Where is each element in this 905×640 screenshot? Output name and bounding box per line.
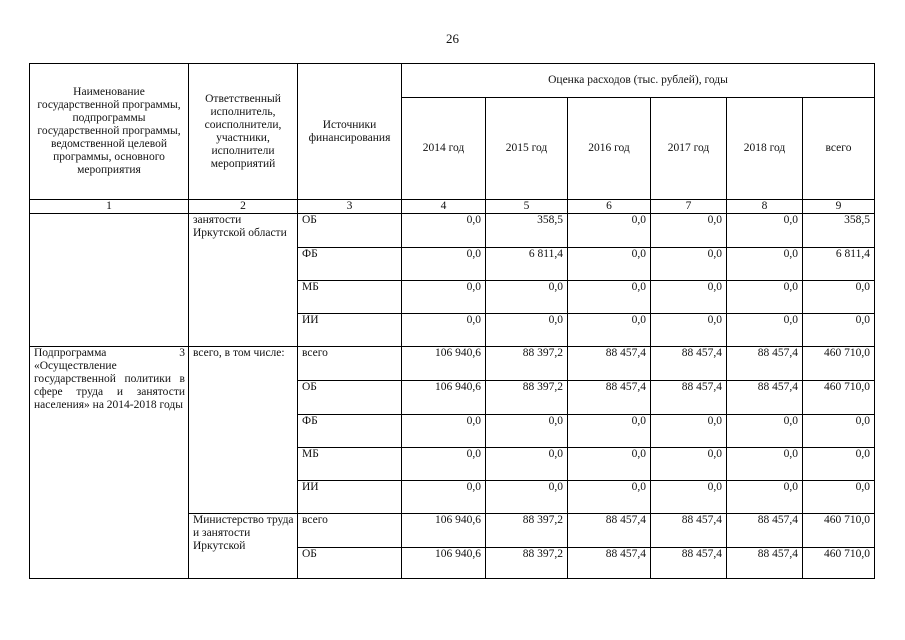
value-cell: 0,0 xyxy=(402,448,486,481)
value-cell: 0,0 xyxy=(651,248,727,281)
value-cell: 0,0 xyxy=(568,314,651,347)
value-cell: 88 397,2 xyxy=(486,548,568,579)
source-cell: ФБ xyxy=(298,248,402,281)
value-cell: 88 457,4 xyxy=(727,514,803,548)
value-cell: 0,0 xyxy=(803,415,875,448)
source-cell: ОБ xyxy=(298,214,402,248)
value-cell: 0,0 xyxy=(402,214,486,248)
source-cell: всего xyxy=(298,514,402,548)
value-cell: 0,0 xyxy=(568,214,651,248)
value-cell: 358,5 xyxy=(486,214,568,248)
column-number: 6 xyxy=(568,200,651,214)
value-cell: 0,0 xyxy=(486,481,568,514)
value-cell: 88 457,4 xyxy=(568,347,651,381)
value-cell: 0,0 xyxy=(727,481,803,514)
value-cell: 106 940,6 xyxy=(402,514,486,548)
table-row xyxy=(30,214,875,248)
value-cell: 106 940,6 xyxy=(402,381,486,415)
source-cell: МБ xyxy=(298,281,402,314)
value-cell: 0,0 xyxy=(651,481,727,514)
program-name-cell xyxy=(30,214,189,347)
value-cell: 0,0 xyxy=(402,281,486,314)
header-cost-estimate: Оценка расходов (тыс. рублей), годы xyxy=(402,64,875,98)
column-number: 9 xyxy=(803,200,875,214)
header-year-2018: 2018 год xyxy=(727,98,803,200)
value-cell: 88 397,2 xyxy=(486,347,568,381)
value-cell: 88 457,4 xyxy=(651,381,727,415)
value-cell: 0,0 xyxy=(568,281,651,314)
value-cell: 0,0 xyxy=(486,314,568,347)
column-number: 5 xyxy=(486,200,568,214)
value-cell: 88 457,4 xyxy=(568,548,651,579)
value-cell: 0,0 xyxy=(568,248,651,281)
value-cell: 0,0 xyxy=(486,281,568,314)
program-title-first-line xyxy=(34,347,185,360)
value-cell: 0,0 xyxy=(568,448,651,481)
value-cell: 88 457,4 xyxy=(651,548,727,579)
value-cell: 88 457,4 xyxy=(568,514,651,548)
value-cell: 88 457,4 xyxy=(651,514,727,548)
source-cell: ИИ xyxy=(298,481,402,514)
value-cell: 106 940,6 xyxy=(402,548,486,579)
value-cell: 0,0 xyxy=(803,281,875,314)
column-number: 3 xyxy=(298,200,402,214)
value-cell: 0,0 xyxy=(651,448,727,481)
column-numbers-row xyxy=(30,200,875,214)
value-cell: 0,0 xyxy=(402,415,486,448)
source-cell: всего xyxy=(298,347,402,381)
value-cell: 88 457,4 xyxy=(727,381,803,415)
column-number: 8 xyxy=(727,200,803,214)
executor-cell: всего, в том числе: xyxy=(189,347,298,514)
value-cell: 88 457,4 xyxy=(727,347,803,381)
value-cell: 88 397,2 xyxy=(486,514,568,548)
value-cell: 88 457,4 xyxy=(568,381,651,415)
program-word: Подпрограмма xyxy=(34,347,107,359)
value-cell: 88 397,2 xyxy=(486,381,568,415)
value-cell: 6 811,4 xyxy=(803,248,875,281)
column-number: 4 xyxy=(402,200,486,214)
column-number: 7 xyxy=(651,200,727,214)
value-cell: 0,0 xyxy=(651,415,727,448)
value-cell: 6 811,4 xyxy=(486,248,568,281)
value-cell: 460 710,0 xyxy=(803,381,875,415)
value-cell: 0,0 xyxy=(486,415,568,448)
header-executor: Ответственный исполнитель, соисполнители, участники, исполнители мероприятий xyxy=(189,64,298,200)
value-cell: 0,0 xyxy=(402,314,486,347)
header-year-2014: 2014 год xyxy=(402,98,486,200)
header-program-name: Наименование государственной программы, подпрограммы государственной программы, ведомственной целевой программы, основного мероприятия xyxy=(30,64,189,200)
value-cell: 460 710,0 xyxy=(803,548,875,579)
source-cell: МБ xyxy=(298,448,402,481)
value-cell: 358,5 xyxy=(803,214,875,248)
value-cell: 0,0 xyxy=(803,448,875,481)
source-cell: ОБ xyxy=(298,548,402,579)
header-year-2016: 2016 год xyxy=(568,98,651,200)
header-total: всего xyxy=(803,98,875,200)
source-cell: ИИ xyxy=(298,314,402,347)
value-cell: 88 457,4 xyxy=(651,347,727,381)
budget-table xyxy=(29,63,875,579)
header-year-2017: 2017 год xyxy=(651,98,727,200)
value-cell: 0,0 xyxy=(727,281,803,314)
value-cell: 0,0 xyxy=(727,314,803,347)
value-cell: 460 710,0 xyxy=(803,514,875,548)
executor-cell: Министерство труда и занятости Иркутской xyxy=(189,514,298,579)
column-number: 2 xyxy=(189,200,298,214)
value-cell: 0,0 xyxy=(803,314,875,347)
value-cell: 0,0 xyxy=(727,448,803,481)
value-cell: 0,0 xyxy=(568,415,651,448)
value-cell: 0,0 xyxy=(803,481,875,514)
program-number: 3 xyxy=(179,347,185,359)
value-cell: 106 940,6 xyxy=(402,347,486,381)
header-funding-source: Источники финансирования xyxy=(298,64,402,200)
value-cell: 0,0 xyxy=(727,415,803,448)
executor-cell: занятости Иркутской области xyxy=(189,214,298,347)
program-name-cell xyxy=(30,347,189,579)
source-cell: ОБ xyxy=(298,381,402,415)
value-cell: 0,0 xyxy=(651,281,727,314)
value-cell: 0,0 xyxy=(402,248,486,281)
value-cell: 0,0 xyxy=(651,314,727,347)
page-number: 26 xyxy=(446,31,459,46)
value-cell: 0,0 xyxy=(568,481,651,514)
value-cell: 0,0 xyxy=(402,481,486,514)
header-year-2015: 2015 год xyxy=(486,98,568,200)
program-title: «Осуществление государственной политики в сфере труда и занятости населения» на 2014-2018 годы xyxy=(34,360,185,411)
value-cell: 0,0 xyxy=(486,448,568,481)
value-cell: 0,0 xyxy=(727,214,803,248)
value-cell: 0,0 xyxy=(651,214,727,248)
source-cell: ФБ xyxy=(298,415,402,448)
table-row xyxy=(30,347,875,381)
column-number: 1 xyxy=(30,200,189,214)
value-cell: 460 710,0 xyxy=(803,347,875,381)
value-cell: 88 457,4 xyxy=(727,548,803,579)
value-cell: 0,0 xyxy=(727,248,803,281)
